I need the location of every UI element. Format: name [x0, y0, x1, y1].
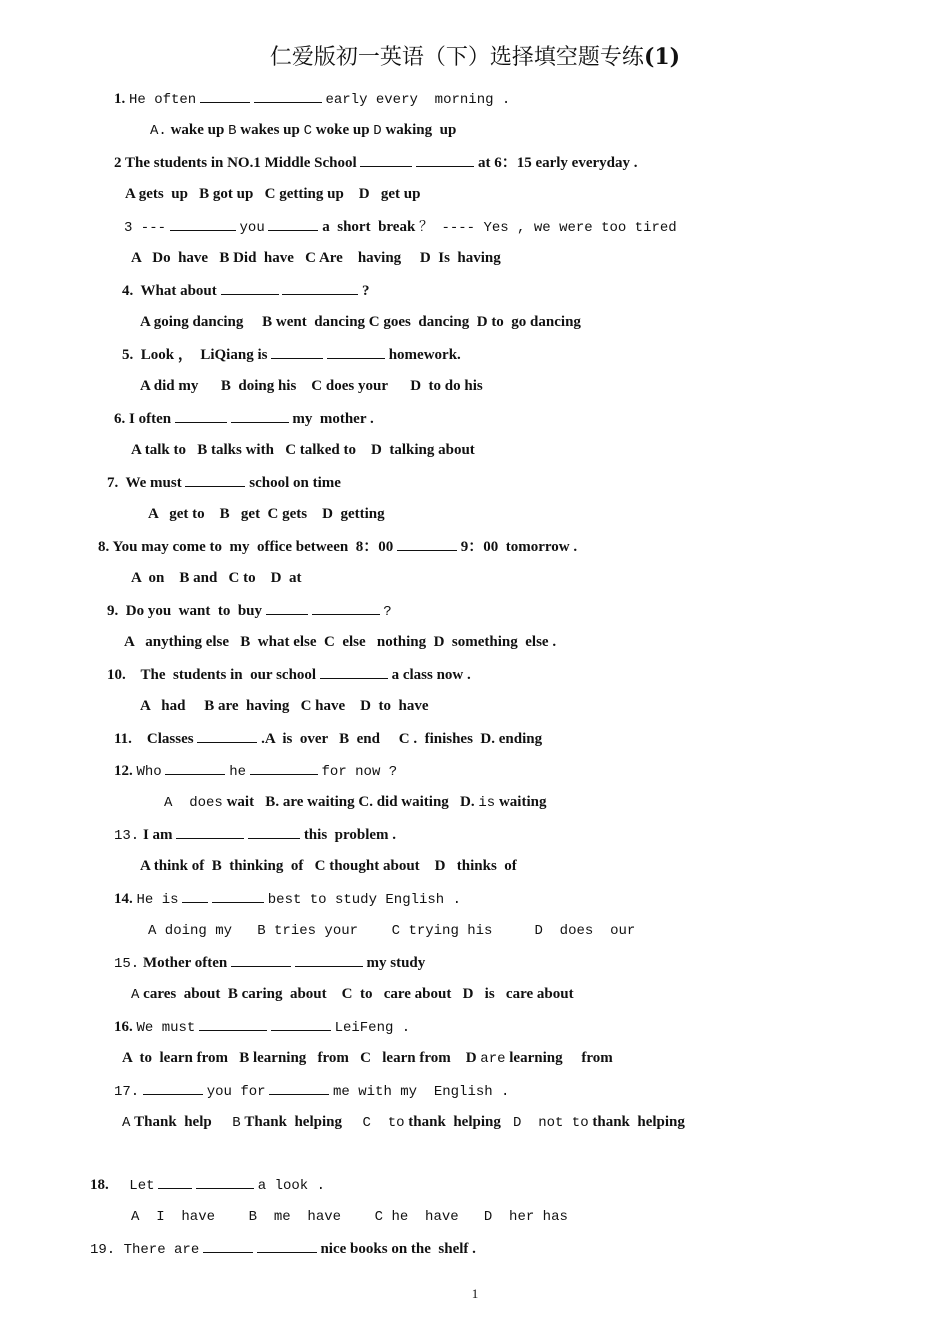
- question-line: [114, 952, 425, 974]
- line-text: is: [478, 795, 496, 811]
- answer-blank[interactable]: [221, 280, 279, 295]
- line-text: my mother .: [292, 411, 374, 427]
- line-text: D: [373, 123, 382, 139]
- title-number: (1): [643, 44, 681, 70]
- line-text: wakes up: [240, 122, 300, 138]
- answer-blank[interactable]: [254, 88, 322, 103]
- answer-blank[interactable]: [182, 888, 208, 903]
- line-text: A going dancing B went dancing C goes dancing D to go dancing: [140, 314, 581, 330]
- line-text: 19. There are: [90, 1242, 200, 1258]
- answer-blank[interactable]: [268, 216, 318, 231]
- line-text: 9. Do you want to buy: [107, 603, 263, 619]
- line-text: you for: [206, 1084, 266, 1100]
- line-text: learning from: [509, 1050, 613, 1066]
- answer-blank[interactable]: [197, 728, 257, 743]
- question-line: [90, 1238, 476, 1260]
- line-text: a class now .: [391, 667, 471, 683]
- line-text: 15.: [114, 956, 140, 972]
- question-line: [148, 920, 635, 941]
- question-line: [122, 344, 461, 365]
- question-line: [131, 440, 475, 460]
- line-text: 14.: [114, 891, 133, 907]
- line-text: early every morning .: [325, 92, 511, 108]
- line-text: 18.: [90, 1177, 109, 1193]
- line-text: nice books on the shelf .: [320, 1241, 476, 1257]
- answer-blank[interactable]: [231, 952, 291, 967]
- question-line: [114, 760, 397, 782]
- question-line: [107, 600, 392, 622]
- question-line: [140, 696, 429, 716]
- question-line: [140, 376, 483, 396]
- line-text: a short break: [322, 219, 416, 235]
- line-text: homework.: [388, 347, 461, 363]
- line-text: A I have B me have C he have D her has: [131, 1209, 568, 1225]
- line-text: Thank help: [134, 1114, 212, 1130]
- line-text: He is: [136, 892, 179, 908]
- answer-blank[interactable]: [212, 888, 264, 903]
- line-text: A think of B thinking of C thought about D thinks of: [140, 858, 517, 874]
- question-line: [114, 824, 396, 846]
- question-line: [164, 792, 546, 813]
- line-text: wait B. are waiting C. did waiting D.: [226, 794, 475, 810]
- title-main: 仁爱版初一英语（下）选择填空题专练: [269, 45, 644, 70]
- line-text: C: [303, 123, 313, 139]
- question-line: [150, 120, 456, 141]
- answer-blank[interactable]: [200, 88, 250, 103]
- line-text: thank helping: [408, 1114, 501, 1130]
- answer-blank[interactable]: [196, 1174, 254, 1189]
- question-line: [124, 632, 556, 652]
- question-line: [122, 1048, 613, 1069]
- answer-blank[interactable]: [165, 760, 225, 775]
- line-text: for now ?: [321, 764, 398, 780]
- line-text: you: [239, 220, 265, 236]
- question-line: [90, 1174, 325, 1196]
- line-text: 12.: [114, 763, 133, 779]
- line-text: A: [122, 1115, 131, 1131]
- line-text: LeiFeng .: [334, 1020, 411, 1036]
- question-line: [114, 88, 510, 110]
- answer-blank[interactable]: [269, 1080, 329, 1095]
- question-line: [148, 504, 385, 524]
- line-text: my study: [366, 955, 426, 971]
- answer-blank[interactable]: [360, 152, 412, 167]
- line-text: 1.: [114, 91, 126, 107]
- question-line: [131, 248, 501, 268]
- answer-blank[interactable]: [199, 1016, 267, 1031]
- line-text: We must: [136, 1020, 196, 1036]
- question-line: [131, 984, 574, 1005]
- line-text: 6. I often: [114, 411, 172, 427]
- line-text: wake up: [170, 122, 225, 138]
- line-text: ？ ---- Yes , we were too tired: [419, 220, 677, 236]
- line-text: 16.: [114, 1019, 133, 1035]
- question-line: [140, 856, 517, 876]
- line-text: I am: [142, 827, 173, 843]
- answer-blank[interactable]: [175, 408, 227, 423]
- line-text: 7. We must: [107, 475, 182, 491]
- line-text: waking up: [385, 122, 457, 138]
- answer-blank[interactable]: [320, 664, 388, 679]
- question-line: [124, 216, 677, 238]
- answer-blank[interactable]: [143, 1080, 203, 1095]
- line-text: ?: [362, 283, 370, 299]
- question-line: [131, 1206, 568, 1227]
- line-text: 10. The students in our school: [107, 667, 317, 683]
- line-text: 5. Look ， LiQiang is: [122, 347, 268, 363]
- question-line: [114, 1016, 410, 1038]
- question-line: [122, 280, 370, 301]
- line-text: C to: [345, 1115, 405, 1131]
- line-text: A doing my B tries your C trying his D does our: [148, 923, 636, 939]
- line-text: A talk to B talks with C talked to D talking about: [131, 442, 475, 458]
- page-title: [0, 40, 950, 71]
- line-text: me with my English .: [333, 1084, 510, 1100]
- line-text: .A is over B end C . finishes D. ending: [261, 731, 543, 747]
- line-text: best to study English .: [267, 892, 461, 908]
- question-line: [98, 536, 577, 557]
- answer-blank[interactable]: [257, 1238, 317, 1253]
- line-text: A.: [150, 123, 167, 139]
- answer-blank[interactable]: [231, 408, 289, 423]
- line-text: A: [131, 987, 140, 1003]
- answer-blank[interactable]: [327, 344, 385, 359]
- line-text: Let: [112, 1178, 155, 1194]
- line-text: 11. Classes: [114, 731, 194, 747]
- answer-blank[interactable]: [248, 824, 300, 839]
- line-text: 17.: [114, 1084, 140, 1100]
- line-text: B: [215, 1115, 241, 1131]
- question-line: [114, 728, 542, 749]
- answer-blank[interactable]: [295, 952, 363, 967]
- question-line: [122, 1112, 685, 1133]
- line-text: A had B are having C have D to have: [140, 698, 429, 714]
- question-line: [125, 184, 420, 204]
- answer-blank[interactable]: [271, 1016, 331, 1031]
- line-text: 3 ---: [124, 220, 167, 236]
- page-number: 1: [471, 1286, 479, 1301]
- answer-blank[interactable]: [282, 280, 358, 295]
- line-text: A get to B get C gets D getting: [148, 506, 385, 522]
- line-text: at 6：15 early everyday .: [477, 155, 638, 171]
- answer-blank[interactable]: [250, 760, 318, 775]
- line-text: ?: [383, 604, 392, 620]
- line-text: Thank helping: [244, 1114, 342, 1130]
- question-line: [114, 408, 374, 429]
- line-text: 9：00 tomorrow .: [460, 539, 578, 555]
- answer-blank[interactable]: [176, 824, 244, 839]
- line-text: A did my B doing his C does your D to do his: [140, 378, 483, 394]
- line-text: 2 The students in NO.1 Middle School: [114, 155, 357, 171]
- question-line: [107, 664, 471, 685]
- question-line: [140, 312, 581, 332]
- line-text: A to learn from B learning from C learn from D: [122, 1050, 477, 1066]
- line-text: Mother often: [142, 955, 228, 971]
- line-text: woke up: [315, 122, 370, 138]
- line-text: A gets up B got up C getting up D get up: [125, 186, 421, 202]
- line-text: He often: [129, 92, 197, 108]
- line-text: Who: [136, 764, 162, 780]
- line-text: a look .: [257, 1178, 325, 1194]
- answer-blank[interactable]: [170, 216, 236, 231]
- question-line: [107, 472, 341, 493]
- question-line: [114, 888, 461, 910]
- answer-blank[interactable]: [266, 600, 308, 615]
- line-text: waiting: [498, 794, 547, 810]
- question-line: [131, 568, 301, 588]
- question-line: [114, 1080, 509, 1102]
- line-text: school on time: [249, 475, 341, 491]
- line-text: 13.: [114, 828, 140, 844]
- line-text: A does: [164, 795, 223, 811]
- line-text: thank helping: [592, 1114, 685, 1130]
- answer-blank[interactable]: [185, 472, 245, 487]
- line-text: he: [229, 764, 247, 780]
- answer-blank[interactable]: [416, 152, 474, 167]
- answer-blank[interactable]: [312, 600, 380, 615]
- line-text: 8. You may come to my office between 8：00: [98, 539, 394, 555]
- line-text: A on B and C to D at: [131, 570, 302, 586]
- line-text: A anything else B what else C else nothing D something else .: [124, 634, 557, 650]
- line-text: cares about B caring about C to care about D is care about: [143, 986, 574, 1002]
- answer-blank[interactable]: [203, 1238, 253, 1253]
- line-text: this problem .: [303, 827, 397, 843]
- answer-blank[interactable]: [271, 344, 323, 359]
- line-text: A Do have B Did have C Are having D Is having: [131, 250, 501, 266]
- answer-blank[interactable]: [397, 536, 457, 551]
- question-line: [114, 152, 638, 173]
- line-text: are: [480, 1051, 506, 1067]
- line-text: 4. What about: [122, 283, 217, 299]
- line-text: D not to: [504, 1115, 589, 1131]
- answer-blank[interactable]: [158, 1174, 192, 1189]
- line-text: B: [228, 123, 237, 139]
